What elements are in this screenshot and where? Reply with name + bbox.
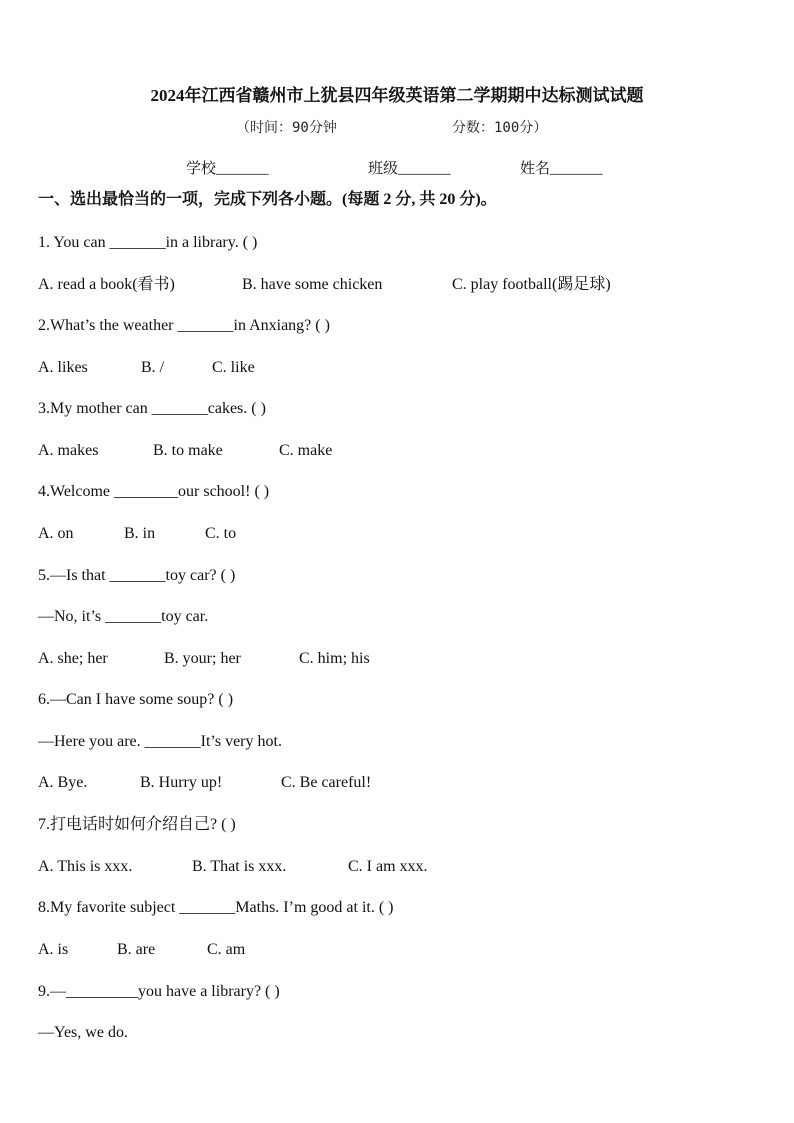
q6-option-a: A. Bye. <box>38 774 88 791</box>
question-9: 9.—_________you have a library? ( ) <box>38 983 280 1000</box>
q6-option-b: B. Hurry up! <box>140 774 223 791</box>
q1-option-b: B. have some chicken <box>242 276 383 293</box>
q7-option-a: A. This is xxx. <box>38 858 133 875</box>
question-1: 1. You can _______in a library. ( ) <box>38 234 258 251</box>
question-6: 6.—Can I have some soup? ( ) <box>38 691 234 708</box>
question-2: 2.What’s the weather _______in Anxiang? ( ) <box>38 317 330 334</box>
question-7: 7.打电话时如何介绍自己? ( ) <box>38 816 236 833</box>
q8-option-c: C. am <box>207 941 246 958</box>
q4-option-a: A. on <box>38 525 74 542</box>
q4-option-b: B. in <box>124 525 156 542</box>
q3-option-c: C. make <box>279 442 333 459</box>
q2-option-a: A. likes <box>38 359 88 376</box>
time-limit: （时间：90分钟 <box>236 120 337 136</box>
q8-option-a: A. is <box>38 941 69 958</box>
question-3: 3.My mother can _______cakes. ( ) <box>38 400 266 417</box>
q5-option-b: B. your; her <box>164 650 241 667</box>
q1-option-c: C. play football(踢足球) <box>452 276 611 293</box>
question-5-reply: —No, it’s _______toy car. <box>38 608 209 625</box>
q1-option-a: A. read a book(看书) <box>38 276 175 293</box>
question-4: 4.Welcome ________our school! ( ) <box>38 483 270 500</box>
q2-option-c: C. like <box>212 359 255 376</box>
q7-option-c: C. I am xxx. <box>348 858 428 875</box>
q7-option-b: B. That is xxx. <box>192 858 287 875</box>
question-5: 5.—Is that _______toy car? ( ) <box>38 567 236 584</box>
class-field: 班级_______ <box>368 161 451 177</box>
q2-option-b: B. / <box>141 359 165 376</box>
q3-option-b: B. to make <box>153 442 223 459</box>
school-field: 学校_______ <box>186 161 269 177</box>
q8-option-b: B. are <box>117 941 156 958</box>
page-title: 2024年江西省赣州市上犹县四年级英语第二学期期中达标测试试题 <box>150 86 644 105</box>
q6-option-c: C. Be careful! <box>281 774 372 791</box>
q5-option-c: C. him; his <box>299 650 370 667</box>
q5-option-a: A. she; her <box>38 650 108 667</box>
question-6-reply: —Here you are. _______It’s very hot. <box>38 733 282 750</box>
question-9-reply: —Yes, we do. <box>38 1024 128 1041</box>
q4-option-c: C. to <box>205 525 237 542</box>
total-score: 分数：100分） <box>452 120 548 136</box>
q3-option-a: A. makes <box>38 442 99 459</box>
section-heading: 一、选出最恰当的一项，完成下列各小题。(每题 2 分, 共 20 分)。 <box>38 191 497 208</box>
question-8: 8.My favorite subject _______Maths. I’m good at it. ( ) <box>38 899 394 916</box>
name-field: 姓名_______ <box>520 161 603 177</box>
